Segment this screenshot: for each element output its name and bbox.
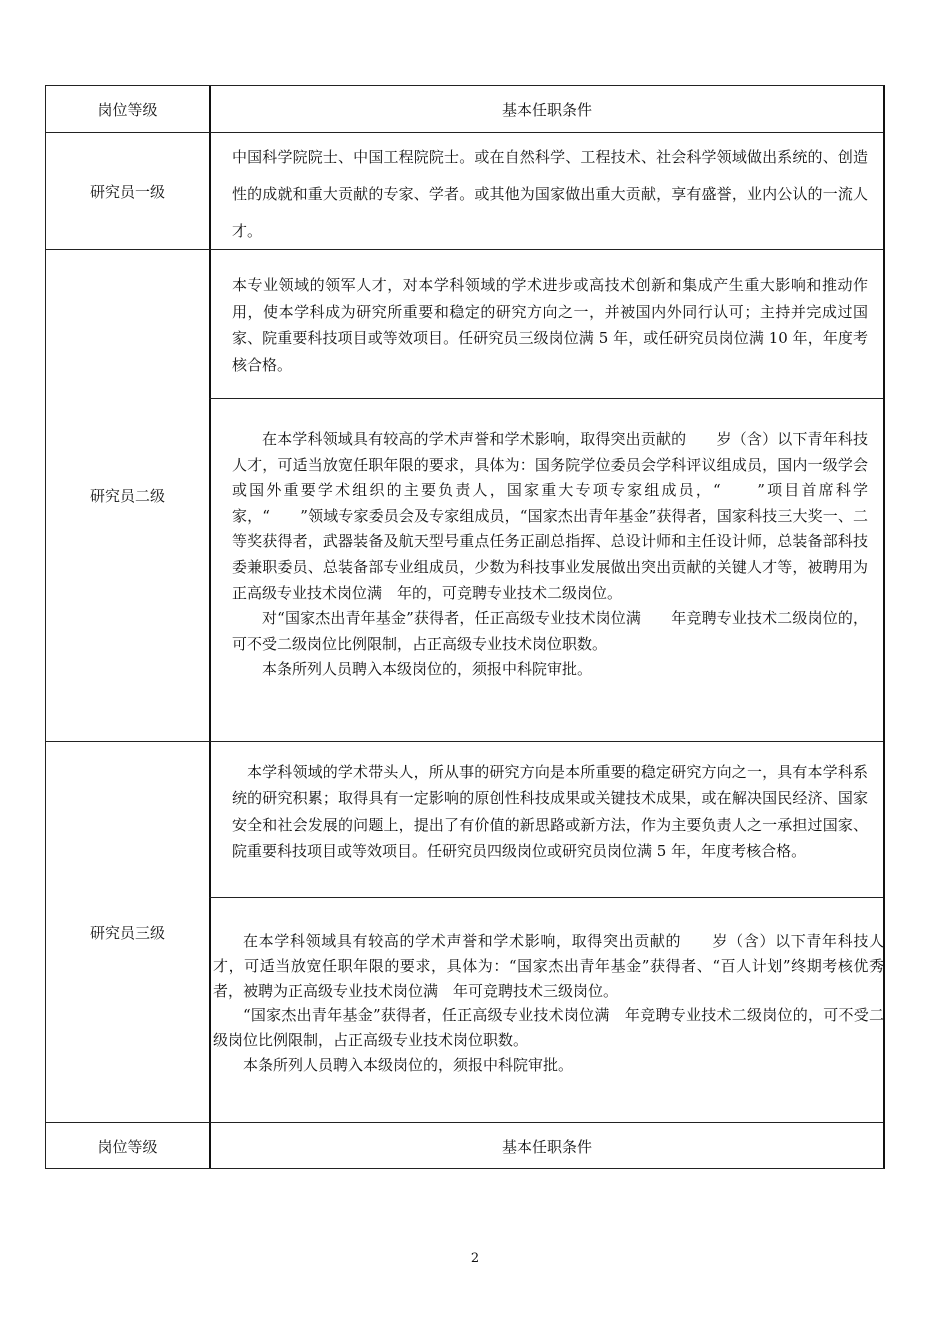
row-divider bbox=[209, 398, 883, 399]
row-divider bbox=[209, 897, 883, 898]
condition-paragraph: 本专业领域的领军人才，对本学科领域的学术进步或高技术创新和集成产生重大影响和推动作用，使本学科成为研究所重要和稳定的研究方向之一，并被国内外同行认可；主持并完成过国家、院重要科技项目或等效项目。任研究员三级岗位满 5 年，或任研究员岗位满 10 年，年度考核合格。 bbox=[232, 276, 868, 374]
condition-paragraph: 在本学科领域具有较高的学术声誉和学术影响，取得突出贡献的 岁（含）以下青年科技人才，可适当放宽任职年限的要求，具体为：国务院学位委员会学科评议组成员，国内一级学会或国外重要学术组织的主要负责人，国家重大专项专家组成员，“ ”项目首席科学家，“ ”领域专家委员会及专家组成员，“国家杰出青年基金”获得者，国家科技三大奖一、二等奖获得者，武器装备及航天型号重点任务正副总指挥、总设计师和主任设计师，总装备部科技委兼职委员、总装备部专业组成员，少数为科技事业发展做出突出贡献的关键人才等，被聘用为正高级专业技术岗位满 年的，可竞聘专业技术二级岗位。 bbox=[232, 430, 868, 602]
header-level: 岗位等级 bbox=[97, 100, 158, 119]
job-conditions-table bbox=[45, 85, 885, 1169]
row-level-label: 研究员三级 bbox=[89, 923, 165, 942]
condition-paragraph: 在本学科领域具有较高的学术声誉和学术影响，取得突出贡献的 岁（含）以下青年科技人才，可适当放宽任职年限的要求，具体为：“国家杰出青年基金”获得者、“百人计划”终期考核优秀者，被聘为正高级专业技术岗位满 年可竞聘技术三级岗位。 bbox=[213, 932, 884, 1000]
page-number: 2 bbox=[470, 1251, 480, 1266]
condition-text bbox=[232, 759, 868, 864]
condition-text bbox=[232, 139, 868, 250]
condition-paragraph: 本条所列人员聘入本级岗位的，须报中科院审批。 bbox=[262, 660, 593, 679]
row-level-label: 研究员二级 bbox=[89, 487, 165, 505]
condition-paragraph: “国家杰出青年基金”获得者，任正高级专业技术岗位满 年竞聘专业技术二级岗位的，可不受二级岗位比例限制，占正高级专业技术岗位职数。 bbox=[213, 1006, 884, 1050]
condition-paragraph: 对“国家杰出青年基金”获得者，任正高级专业技术岗位满 年竞聘专业技术二级岗位的，可不受二级岗位比例限制，占正高级专业技术岗位职数。 bbox=[232, 609, 868, 653]
header-conditions: 基本任职条件 bbox=[501, 100, 592, 119]
footer-conditions: 基本任职条件 bbox=[501, 1137, 592, 1156]
condition-paragraph: 本学科领域的学术带头人，所从事的研究方向是本所重要的稳定研究方向之一，具有本学科系统的研究积累；取得具有一定影响的原创性科技成果或关键技术成果，或在解决国民经济、国家安全和社会发展的问题上，提出了有价值的新思路或新方法，作为主要负责人之一承担过国家、院重要科技项目或等效项目。任研究员四级岗位或研究员岗位满 5 年，年度考核合格。 bbox=[232, 763, 868, 860]
condition-paragraph: 中国科学院院士、中国工程院院士。或在自然科学、工程技术、社会科学领域做出系统的、创造性的成就和重大贡献的专家、学者。或其他为国家做出重大贡献，享有盛誉，业内公认的一流人才。 bbox=[232, 148, 868, 240]
condition-text bbox=[232, 427, 868, 683]
condition-paragraph: 本条所列人员聘入本级岗位的，须报中科院审批。 bbox=[243, 1055, 574, 1074]
row-level-label: 研究员一级 bbox=[89, 182, 165, 201]
condition-text bbox=[213, 929, 884, 1078]
condition-text bbox=[232, 272, 868, 378]
footer-level: 岗位等级 bbox=[97, 1137, 158, 1156]
